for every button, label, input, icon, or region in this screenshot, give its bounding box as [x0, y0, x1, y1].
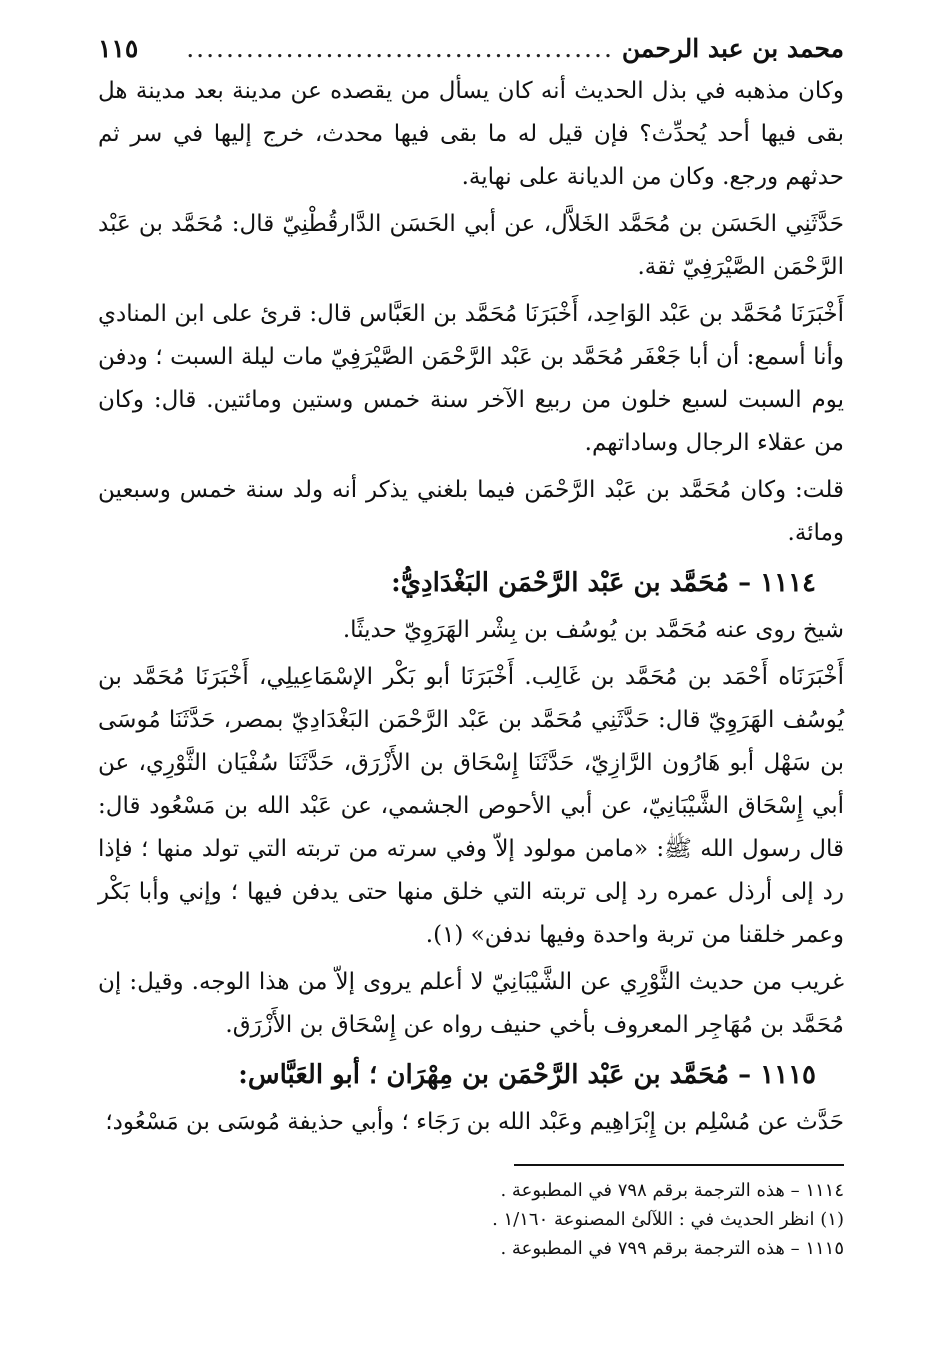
footnote-1114: ١١١٤ – هذه الترجمة برقم ٧٩٨ في المطبوعة .	[500, 1180, 844, 1201]
paragraph-birth-note: قلت: وكان مُحَمَّد بن عَبْد الرَّحْمَن فيما بلغني يذكر أنه ولد سنة خمس وسبعين ومائة.	[98, 477, 844, 546]
paragraph-death-report: أَخْبَرَنَا مُحَمَّد بن عَبْد الوَاحِد، أَخْبَرَنَا مُحَمَّد بن العَبَّاس قال: قرئ على ابن المنادي وأنا أسمع: أن أبا جَعْفَر مُحَمَّد بن عَبْد الرَّحْمَن الصَّيْرَفِيّ مات ليلة السبت ؛ ودفن يوم السبت لسبع خلون من ربيع الآخر سنة خمس وستين ومائتين. قال: وكان من عقلاء الرجال وساداتهم.	[98, 301, 844, 456]
header-leader-dots: ...........................................	[186, 34, 614, 63]
entry-1114-intro: شيخ روى عنه مُحَمَّد بن يُوسُف بن بِشْر الهَرَوِيّ حديثًا.	[342, 617, 844, 643]
page-number: ١١٥	[98, 34, 139, 63]
footnote-divider	[514, 1164, 844, 1166]
header-title: محمد بن عبد الرحمن	[621, 34, 844, 63]
paragraph-hadith-method: وكان مذهبه في بذل الحديث أنه كان يسأل من يقصده عن مدينة بعد مدينة هل بقى فيها أحد يُحدِّث؟ فإن قيل له ما بقى فيها محدث، خرج إليها في سر ثم حدثهم ورجع. وكان من الديانة على نهاية.	[98, 78, 844, 190]
entry-1114-hadith: أَخْبَرَنَاه أَحْمَد بن مُحَمَّد بن غَالِب. أَخْبَرَنَا أبو بَكْر الإسْمَاعِيلِي، أَخْبَرَنَا مُحَمَّد بن يُوسُف الهَرَوِيّ قال: حَدَّثَنِي مُحَمَّد بن عَبْد الرَّحْمَن البَغْدَادِيّ بمصر، حَدَّثَنَا مُوسَى بن سَهْل أبو هَارُون الرَّازِيّ، حَدَّثَنَا إِسْحَاق بن الأَزْرَق، حَدَّثَنَا سُفْيَان الثَّوْرِي، عن أبي إِسْحَاق الشَّيْبَانِيّ، عن أبي الأحوص الجشمي، عن عَبْد الله بن مَسْعُود قال: قال رسول الله ﷺ: «مامن مولود إلاّ وفي سرته من تربته التي تولد منها ؛ فإذا رد إلى أرذل عمره رد إلى تربته التي خلق منها حتى يدفن فيها ؛ وإني وأبا بَكْر وعمر خلقنا من تربة واحدة وفيها ندفن» (١).	[98, 664, 844, 948]
entry-heading-1115: ١١١٥ – مُحَمَّد بن عَبْد الرَّحْمَن بن مِهْرَان ؛ أبو العَبَّاس:	[238, 1060, 816, 1090]
running-header	[98, 28, 844, 70]
entry-heading-1114: ١١١٤ – مُحَمَّد بن عَبْد الرَّحْمَن البَغْدَادِيُّ:	[391, 568, 816, 598]
footnote-1: (١) انظر الحديث في : اللآلئ المصنوعة ١/١٦٠ .	[492, 1209, 844, 1230]
entry-1114-comment: غريب من حديث الثَّوْرِي عن الشَّيْبَانِيّ لا أعلم يروى إلاّ من هذا الوجه. وقيل: إن مُحَمَّد بن مُهَاجِر المعروف بأخي حنيف رواه عن إِسْحَاق بن الأَزْرَق.	[98, 969, 844, 1038]
entry-1115-intro: حَدَّث عن مُسْلِم بن إِبْرَاهِيم وعَبْد الله بن رَجَاء ؛ وأبي حذيفة مُوسَى بن مَسْعُود؛	[105, 1109, 844, 1135]
footnote-1115: ١١١٥ – هذه الترجمة برقم ٧٩٩ في المطبوعة .	[500, 1238, 844, 1259]
paragraph-daraqutni-report: حَدَّثَنِي الحَسَن بن مُحَمَّد الخَلاَّل، عن أبي الحَسَن الدَّارقُطْنِيّ قال: مُحَمَّد بن عَبْد الرَّحْمَن الصَّيْرَفِيّ ثقة.	[98, 211, 844, 280]
